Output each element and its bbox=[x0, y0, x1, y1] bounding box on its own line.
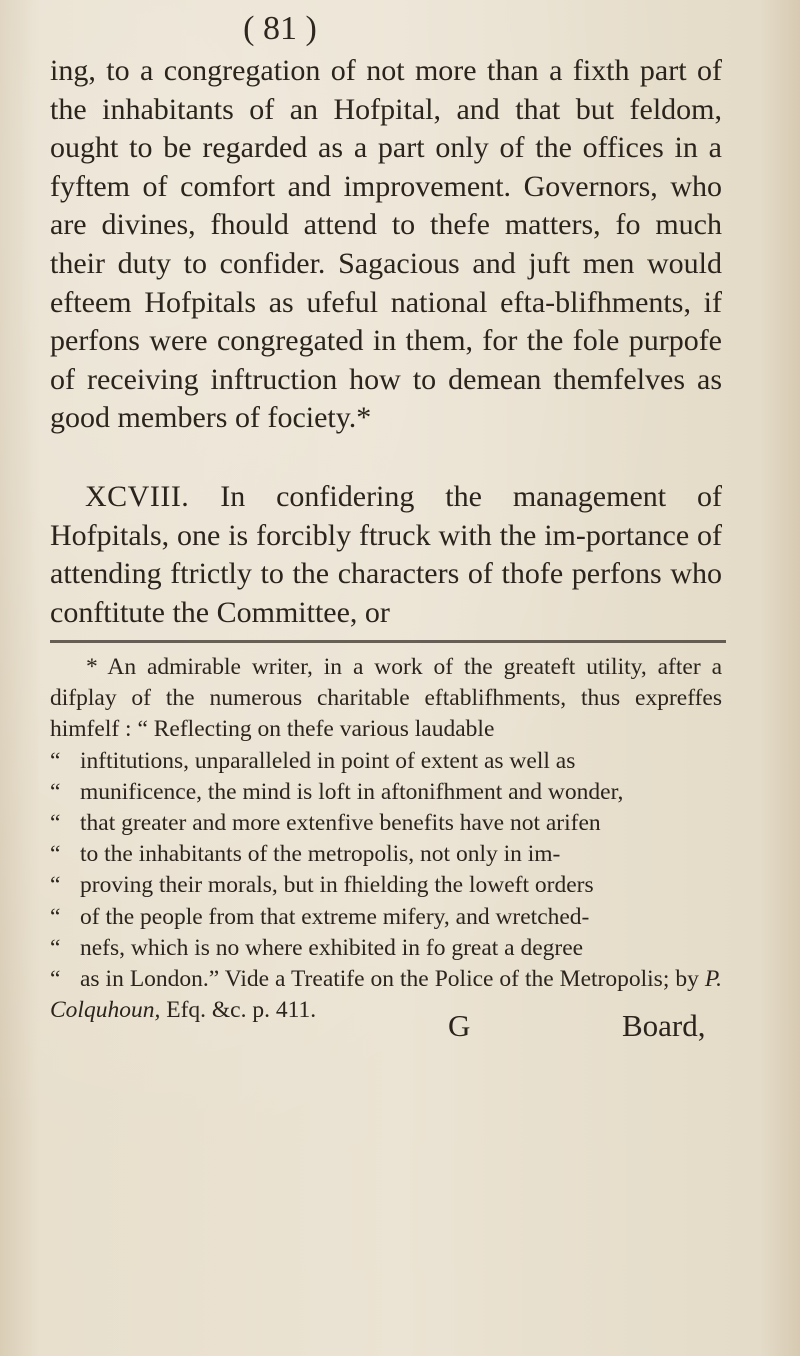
footnote-quote-line: “ as in London.” Vide a Treatife on the Police of the Metropolis; by P. Colquhoun, Efq. &c. p. 411. bbox=[50, 966, 723, 1024]
footnote-quote-line: “ that greater and more extenfive benefits have not arifen bbox=[50, 808, 722, 839]
footnote-quote-line: “ inftitutions, unparalleled in point of extent as well as bbox=[50, 746, 722, 777]
quote-mark: “ bbox=[50, 778, 61, 805]
section-text: In confidering the management of Hofpitals, one is forcibly ftruck with the im-portance of attending ftrictly to the characters of thofe perfons who conftitute the Committee, or bbox=[50, 479, 722, 629]
citation-suffix: Efq. &c. p. 411. bbox=[166, 997, 317, 1024]
quote-mark: “ bbox=[50, 903, 61, 930]
footnote bbox=[50, 652, 722, 1026]
footnote-quote-line: “ proving their morals, but in fhielding the loweft orders bbox=[50, 870, 722, 901]
quote-mark: “ bbox=[50, 747, 61, 774]
paragraph-continued: ing, to a congregation of not more than a fixth part of the inhabitants of an Hofpital, and that but feldom, ought to be regarded as a part only of the offices in a fyftem of comfort and improvement. Governors, who are divines, fhould attend to thefe matters, fo much their duty to confider. Sagacious and juft men would efteem Hofpitals as ufeful national efta-blifhments, if perfons were congregated in them, for the fole purpofe of receiving inftruction how to demean themfelves as good members of fociety.* bbox=[50, 54, 722, 435]
citation-author: P. Colquhoun, bbox=[50, 966, 723, 1024]
footnote-quote-line: “ to the inhabitants of the metropolis, not only in im- bbox=[50, 839, 722, 870]
quote-mark: “ bbox=[50, 934, 61, 961]
footnote-quote-line: “ nefs, which is no where exhibited in fo great a degree bbox=[50, 933, 722, 964]
quote-mark: “ bbox=[50, 966, 61, 993]
catchword: Board, bbox=[622, 1008, 706, 1043]
paragraph-section bbox=[50, 478, 722, 632]
footnote-quote-line: “ munificence, the mind is loft in aftonifhment and wonder, bbox=[50, 777, 722, 808]
footnote-quote-line: “ of the people from that extreme mifery, and wretched- bbox=[50, 902, 722, 933]
footnote-rule bbox=[50, 640, 726, 643]
citation-prefix: Vide a Treatife on the Police of the Metropolis; by bbox=[224, 966, 699, 993]
quote-mark: “ bbox=[50, 810, 61, 837]
section-number: XCVIII. bbox=[85, 479, 190, 513]
footnote-intro: * An admirable writer, in a work of the greateft utility, after a difplay of the numerous charitable eftablifhments, thus expreffes himfelf : “ Reflecting on thefe various laudable bbox=[50, 654, 722, 743]
main-text bbox=[50, 52, 722, 632]
signature-mark: G bbox=[448, 1008, 471, 1043]
quote-mark: “ bbox=[50, 841, 61, 868]
quote-mark: “ bbox=[50, 872, 61, 899]
page-number: ( 81 ) bbox=[243, 10, 317, 47]
